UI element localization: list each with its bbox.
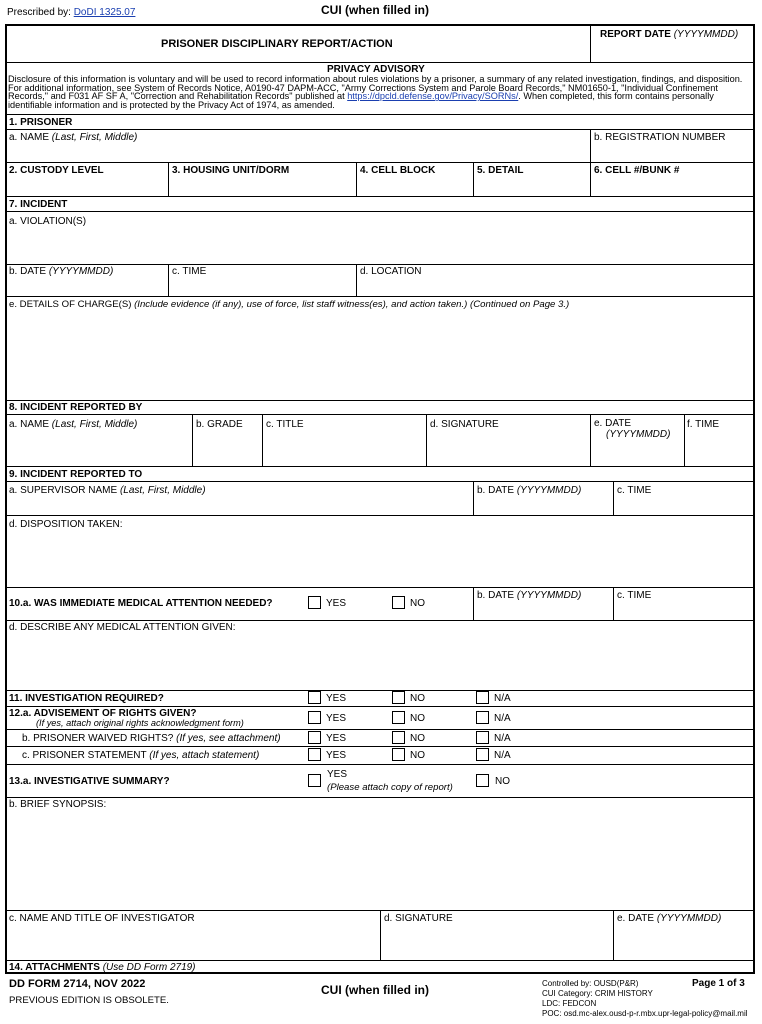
divider	[6, 466, 754, 467]
summary-yes-label: YES	[327, 769, 348, 780]
rights-advisement-na-checkbox[interactable]	[476, 711, 489, 724]
cell-block-label: 4. CELL BLOCK	[360, 165, 436, 176]
divider	[262, 414, 263, 466]
divider	[6, 400, 754, 401]
prisoner-name-field[interactable]	[7, 144, 589, 160]
previous-edition-note: PREVIOUS EDITION IS OBSOLETE.	[9, 995, 169, 1006]
prisoner-statement-question: c. PRISONER STATEMENT (If yes, attach statement)	[22, 750, 260, 761]
supervisor-time-field[interactable]	[615, 497, 752, 513]
medical-yes-label: YES	[326, 598, 347, 609]
divider	[6, 620, 754, 621]
divider	[6, 690, 754, 691]
waived-rights-yes-label: YES	[326, 733, 347, 744]
reporter-grade-label: b. GRADE	[196, 419, 243, 430]
divider	[6, 797, 754, 798]
summary-yes-checkbox[interactable]	[308, 774, 321, 787]
divider	[590, 162, 591, 196]
privacy-link[interactable]: https://dpcld.defense.gov/Privacy/SORNs/	[347, 91, 519, 102]
investigation-na-checkbox[interactable]	[476, 691, 489, 704]
divider	[6, 296, 754, 297]
supervisor-date-label: b. DATE (YYYYMMDD)	[477, 485, 582, 496]
divider	[6, 62, 754, 63]
form-title: PRISONER DISCIPLINARY REPORT/ACTION	[161, 38, 393, 50]
violations-label: a. VIOLATION(S)	[9, 216, 87, 227]
divider	[590, 129, 591, 163]
reporter-title-label: c. TITLE	[266, 419, 304, 430]
divider	[168, 162, 169, 196]
cell-bunk-field[interactable]	[592, 178, 752, 194]
ldc: LDC: FEDCON	[542, 999, 597, 1008]
statement-na-label: N/A	[494, 750, 511, 761]
divider	[6, 960, 754, 961]
disposition-field[interactable]	[7, 532, 752, 584]
rights-advisement-yes-label: YES	[326, 713, 347, 724]
brief-synopsis-field[interactable]	[7, 812, 752, 908]
medical-date-field[interactable]	[475, 602, 612, 618]
details-of-charges-field[interactable]	[7, 312, 752, 398]
rights-advisement-question: 12.a. ADVISEMENT OF RIGHTS GIVEN?	[9, 708, 197, 719]
investigation-yes-checkbox[interactable]	[308, 691, 321, 704]
divider	[168, 264, 169, 296]
divider	[6, 729, 754, 730]
divider	[6, 162, 754, 163]
rights-advisement-yes-checkbox[interactable]	[308, 711, 321, 724]
divider	[356, 162, 357, 196]
investigator-name-field[interactable]	[7, 926, 379, 958]
rights-advisement-na-label: N/A	[494, 713, 511, 724]
reporter-title-field[interactable]	[264, 432, 425, 464]
prescribed-by	[7, 7, 135, 18]
waived-rights-question: b. PRISONER WAIVED RIGHTS? (If yes, see attachment)	[22, 733, 281, 744]
waived-rights-no-checkbox[interactable]	[392, 731, 405, 744]
divider	[473, 162, 474, 196]
statement-yes-checkbox[interactable]	[308, 748, 321, 761]
reporter-date-hint: (YYYYMMDD)	[606, 429, 671, 440]
disposition-label: d. DISPOSITION TAKEN:	[9, 519, 123, 530]
detail-field[interactable]	[475, 178, 589, 194]
medical-describe-field[interactable]	[7, 635, 752, 687]
supervisor-name-field[interactable]	[7, 497, 472, 513]
reporter-time-label: f. TIME	[687, 419, 720, 430]
waived-rights-na-checkbox[interactable]	[476, 731, 489, 744]
poc: POC: osd.mc-alex.ousd-p-r.mbx.upr-legal-policy@mail.mil	[542, 1009, 748, 1018]
divider	[684, 414, 685, 466]
statement-no-label: NO	[410, 750, 425, 761]
divider	[6, 587, 754, 588]
rights-advisement-hint: (If yes, attach original rights acknowledgment form)	[36, 718, 244, 728]
summary-yes-hint: (Please attach copy of report)	[327, 782, 453, 793]
investigator-name-label: c. NAME AND TITLE OF INVESTIGATOR	[9, 913, 195, 924]
investigation-yes-label: YES	[326, 693, 347, 704]
cui-marking-bottom: CUI (when filled in)	[321, 983, 429, 997]
divider	[6, 196, 754, 197]
cell-block-field[interactable]	[358, 178, 472, 194]
reporter-date-label: e. DATE	[594, 418, 632, 429]
divider	[426, 414, 427, 466]
rights-advisement-no-checkbox[interactable]	[392, 711, 405, 724]
custody-level-label: 2. CUSTODY LEVEL	[9, 165, 104, 176]
medical-no-checkbox[interactable]	[392, 596, 405, 609]
rights-advisement-no-label: NO	[410, 713, 425, 724]
report-date-field[interactable]	[592, 42, 752, 62]
medical-time-field[interactable]	[615, 602, 752, 618]
report-date-label: REPORT DATE (YYYYMMDD)	[600, 29, 739, 40]
prisoner-name-label: a. NAME (Last, First, Middle)	[9, 132, 138, 143]
incident-time-field[interactable]	[170, 278, 355, 294]
incident-date-label: b. DATE (YYYYMMDD)	[9, 266, 114, 277]
supervisor-time-label: c. TIME	[617, 485, 652, 496]
statement-na-checkbox[interactable]	[476, 748, 489, 761]
divider	[613, 587, 614, 620]
divider	[6, 414, 754, 415]
medical-date-label: b. DATE (YYYYMMDD)	[477, 590, 582, 601]
medical-yes-checkbox[interactable]	[308, 596, 321, 609]
divider	[6, 264, 754, 265]
violations-field[interactable]	[7, 228, 752, 262]
details-of-charges-label: e. DETAILS OF CHARGE(S) (Include evidence (if any), use of force, list staff witness(es), and action taken.) (Continued on Page 3.)	[9, 299, 570, 310]
summary-no-label: NO	[495, 776, 510, 787]
prescribed-label: Prescribed by:	[7, 7, 71, 18]
divider	[6, 746, 754, 747]
detail-label: 5. DETAIL	[477, 165, 524, 176]
divider	[6, 481, 754, 482]
reporter-signature-label: d. SIGNATURE	[430, 419, 499, 430]
investigator-date-field[interactable]	[615, 926, 752, 958]
reporter-date-field[interactable]	[592, 442, 683, 464]
medical-describe-label: d. DESCRIBE ANY MEDICAL ATTENTION GIVEN:	[9, 622, 236, 633]
controlled-by: Controlled by: OUSD(P&R)	[542, 979, 639, 988]
divider	[473, 587, 474, 620]
cui-marking-top: CUI (when filled in)	[321, 3, 429, 17]
section-7-title: 7. INCIDENT	[9, 199, 68, 210]
registration-number-label: b. REGISTRATION NUMBER	[594, 132, 726, 143]
attachments-label: 14. ATTACHMENTS (Use DD Form 2719)	[9, 962, 196, 973]
cui-category: CUI Category: CRIM HISTORY	[542, 989, 653, 998]
divider	[6, 764, 754, 765]
divider	[192, 414, 193, 466]
frame-top	[5, 24, 755, 26]
dodi-link[interactable]: DoDI 1325.07	[73, 7, 136, 18]
investigative-summary-question: 13.a. INVESTIGATIVE SUMMARY?	[9, 776, 170, 787]
waived-rights-na-label: N/A	[494, 733, 511, 744]
medical-no-label: NO	[410, 598, 425, 609]
incident-date-field[interactable]	[7, 278, 167, 294]
custody-level-field[interactable]	[7, 178, 167, 194]
divider	[6, 211, 754, 212]
section-8-title: 8. INCIDENT REPORTED BY	[9, 402, 143, 413]
waived-rights-yes-checkbox[interactable]	[308, 731, 321, 744]
divider	[6, 114, 754, 115]
reporter-signature-field[interactable]	[428, 432, 589, 464]
investigation-no-checkbox[interactable]	[392, 691, 405, 704]
divider	[356, 264, 357, 296]
reporter-time-field[interactable]	[686, 432, 752, 464]
supervisor-name-label: a. SUPERVISOR NAME (Last, First, Middle)	[9, 485, 206, 496]
reporter-name-field[interactable]	[7, 432, 191, 464]
privacy-title: PRIVACY ADVISORY	[327, 64, 425, 75]
divider	[613, 910, 614, 960]
investigation-required-question: 11. INVESTIGATION REQUIRED?	[9, 693, 164, 704]
reporter-grade-field[interactable]	[194, 432, 261, 464]
privacy-text: Disclosure of this information is voluntary and will be used to record information about rules violations by a prisoner, a summary of any related investigation, findings, and disposition. For additional information, see System of Records Notice, A0190-47 DAPM-ACC, "Army Corrections System and Parole Board Records," NM01650-1, "Individual Confinement Records," and F031 AF SF A, "Correction and Rehabilitation Records" published at https://dpcld.defense.gov/Privacy/SORNs/. When completed, this form contains personally identifiable information and is protected by the Privacy Act of 1974, as amended.	[8, 74, 743, 110]
statement-no-checkbox[interactable]	[392, 748, 405, 761]
incident-location-label: d. LOCATION	[360, 266, 422, 277]
waived-rights-no-label: NO	[410, 733, 425, 744]
housing-unit-field[interactable]	[170, 178, 355, 194]
brief-synopsis-label: b. BRIEF SYNOPSIS:	[9, 799, 107, 810]
investigator-signature-label: d. SIGNATURE	[384, 913, 453, 924]
cell-bunk-label: 6. CELL #/BUNK #	[594, 165, 680, 176]
statement-yes-label: YES	[326, 750, 347, 761]
summary-no-checkbox[interactable]	[476, 774, 489, 787]
frame-right	[753, 24, 755, 974]
divider	[613, 481, 614, 515]
registration-number-field[interactable]	[592, 144, 752, 160]
investigator-date-label: e. DATE (YYYYMMDD)	[617, 913, 722, 924]
divider	[6, 129, 754, 130]
divider	[590, 25, 591, 63]
investigator-signature-field[interactable]	[382, 926, 612, 958]
section-1-title: 1. PRISONER	[9, 117, 73, 128]
incident-time-label: c. TIME	[172, 266, 207, 277]
investigation-no-label: NO	[410, 693, 425, 704]
form-number: DD FORM 2714, NOV 2022	[9, 978, 146, 990]
medical-time-label: c. TIME	[617, 590, 652, 601]
page-number: Page 1 of 3	[692, 978, 745, 989]
divider	[6, 706, 754, 707]
investigation-na-label: N/A	[494, 693, 511, 704]
incident-location-field[interactable]	[358, 278, 752, 294]
supervisor-date-field[interactable]	[475, 497, 612, 513]
divider	[6, 515, 754, 516]
divider	[380, 910, 381, 960]
housing-unit-label: 3. HOUSING UNIT/DORM	[172, 165, 290, 176]
section-9-title: 9. INCIDENT REPORTED TO	[9, 469, 143, 480]
reporter-name-label: a. NAME (Last, First, Middle)	[9, 419, 138, 430]
divider	[590, 414, 591, 466]
medical-needed-question: 10.a. WAS IMMEDIATE MEDICAL ATTENTION NEEDED?	[9, 598, 273, 609]
divider	[473, 481, 474, 515]
